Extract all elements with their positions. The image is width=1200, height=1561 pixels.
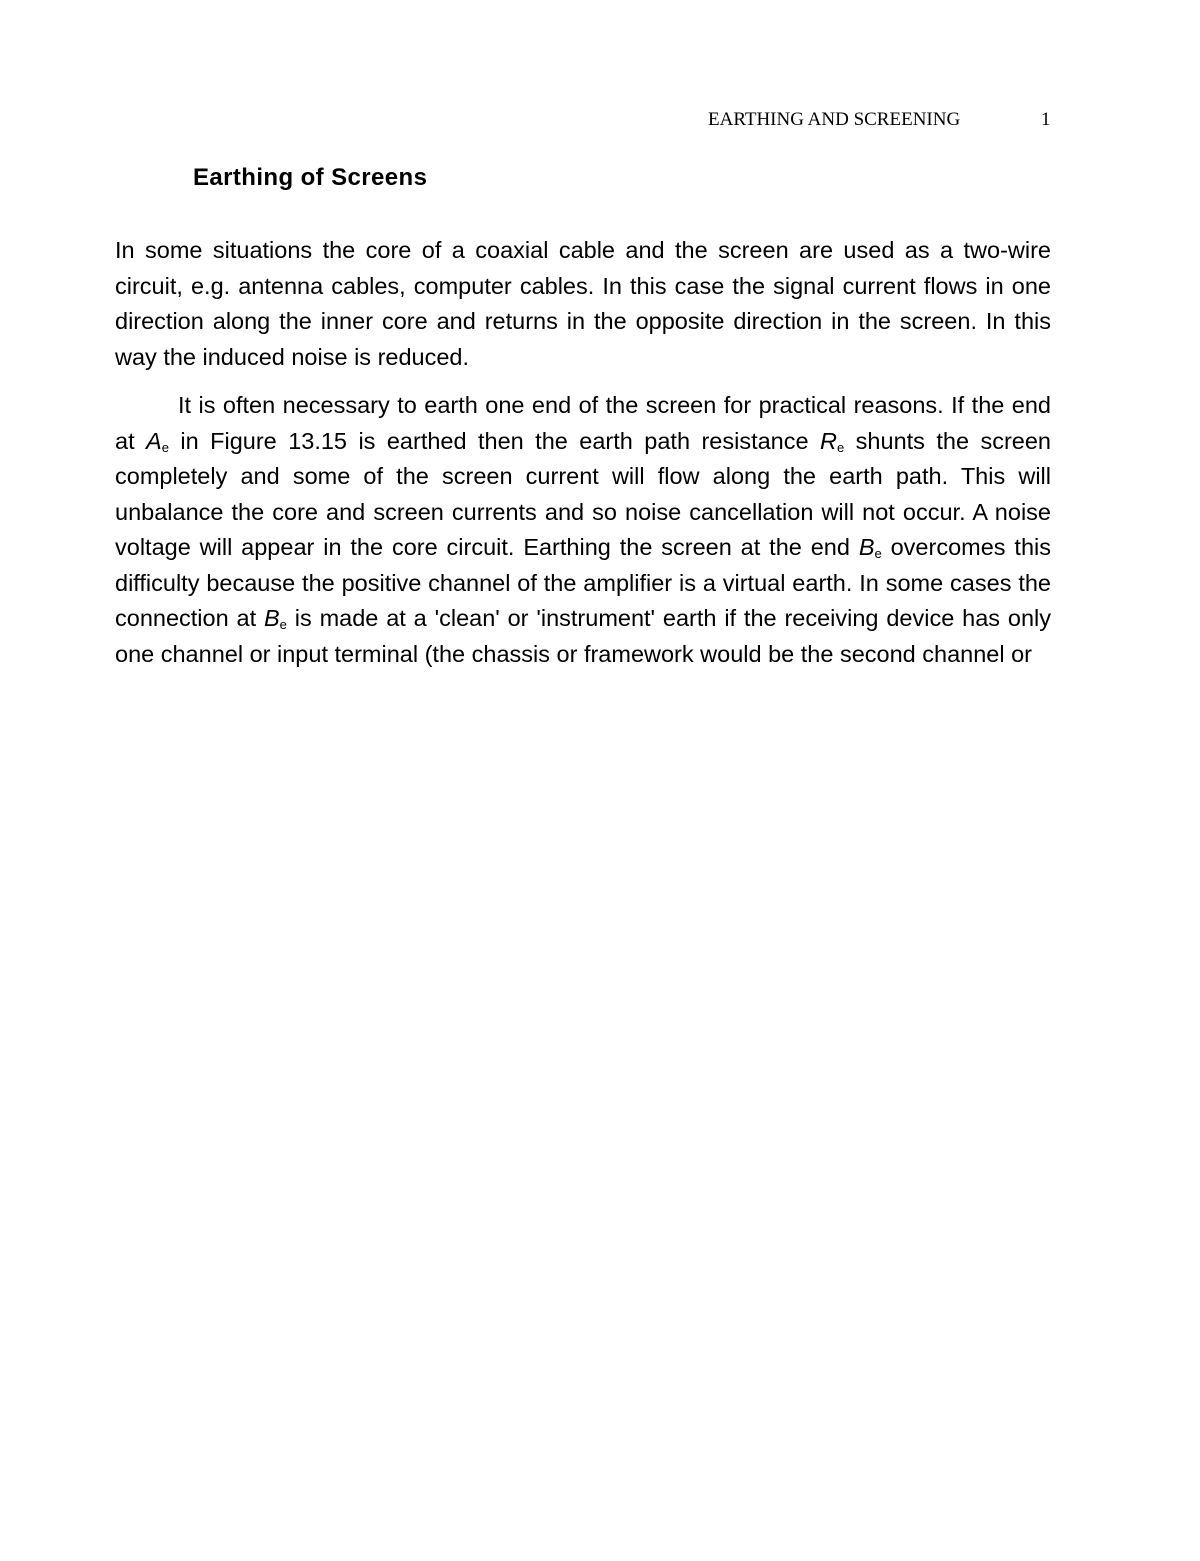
paragraph-2-text: overcomes this difficulty because the positive channel of the amplifier is a virtual earth. In some cases the connection at: [115, 534, 1051, 631]
variable-b: B: [263, 605, 280, 631]
paragraph-2: [115, 388, 1051, 672]
variable-b: B: [858, 534, 875, 560]
paragraph-2-text: shunts the screen completely and some of the screen current will flow along the earth path. This will unbalance the core and screen currents and so noise cancellation will not occur. A noise voltage will appear in the core circuit. Earthing the screen at the end: [115, 427, 1051, 560]
subscript-e: e: [279, 617, 287, 632]
section-heading: Earthing of Screens: [193, 164, 428, 191]
paragraph-2-text: in Figure 13.15 is earthed then the earth path resistance: [168, 427, 821, 454]
paragraph-2-text: is made at a 'clean' or 'instrument' earth if the receiving device has only one channel or input terminal (the chassis or framework would be the second channel or: [115, 605, 1051, 667]
variable-r: R: [820, 427, 837, 454]
subscript-e: e: [837, 439, 845, 455]
page-number: 1: [1041, 109, 1051, 130]
paragraph-1: In some situations the core of a coaxial cable and the screen are used as a two-wire circuit, e.g. antenna cables, computer cables. In this case the signal current flows in one direction along the inner core and returns in the opposite direction in the screen. In this way the induced noise is reduced.: [115, 237, 1051, 370]
paragraph-2-text: It is often necessary to earth one end of the screen for practical reasons. If the end at: [115, 392, 1051, 454]
subscript-e: e: [161, 439, 169, 455]
subscript-e: e: [874, 546, 882, 561]
running-head: EARTHING AND SCREENING: [708, 109, 961, 130]
variable-a: A: [146, 427, 162, 454]
